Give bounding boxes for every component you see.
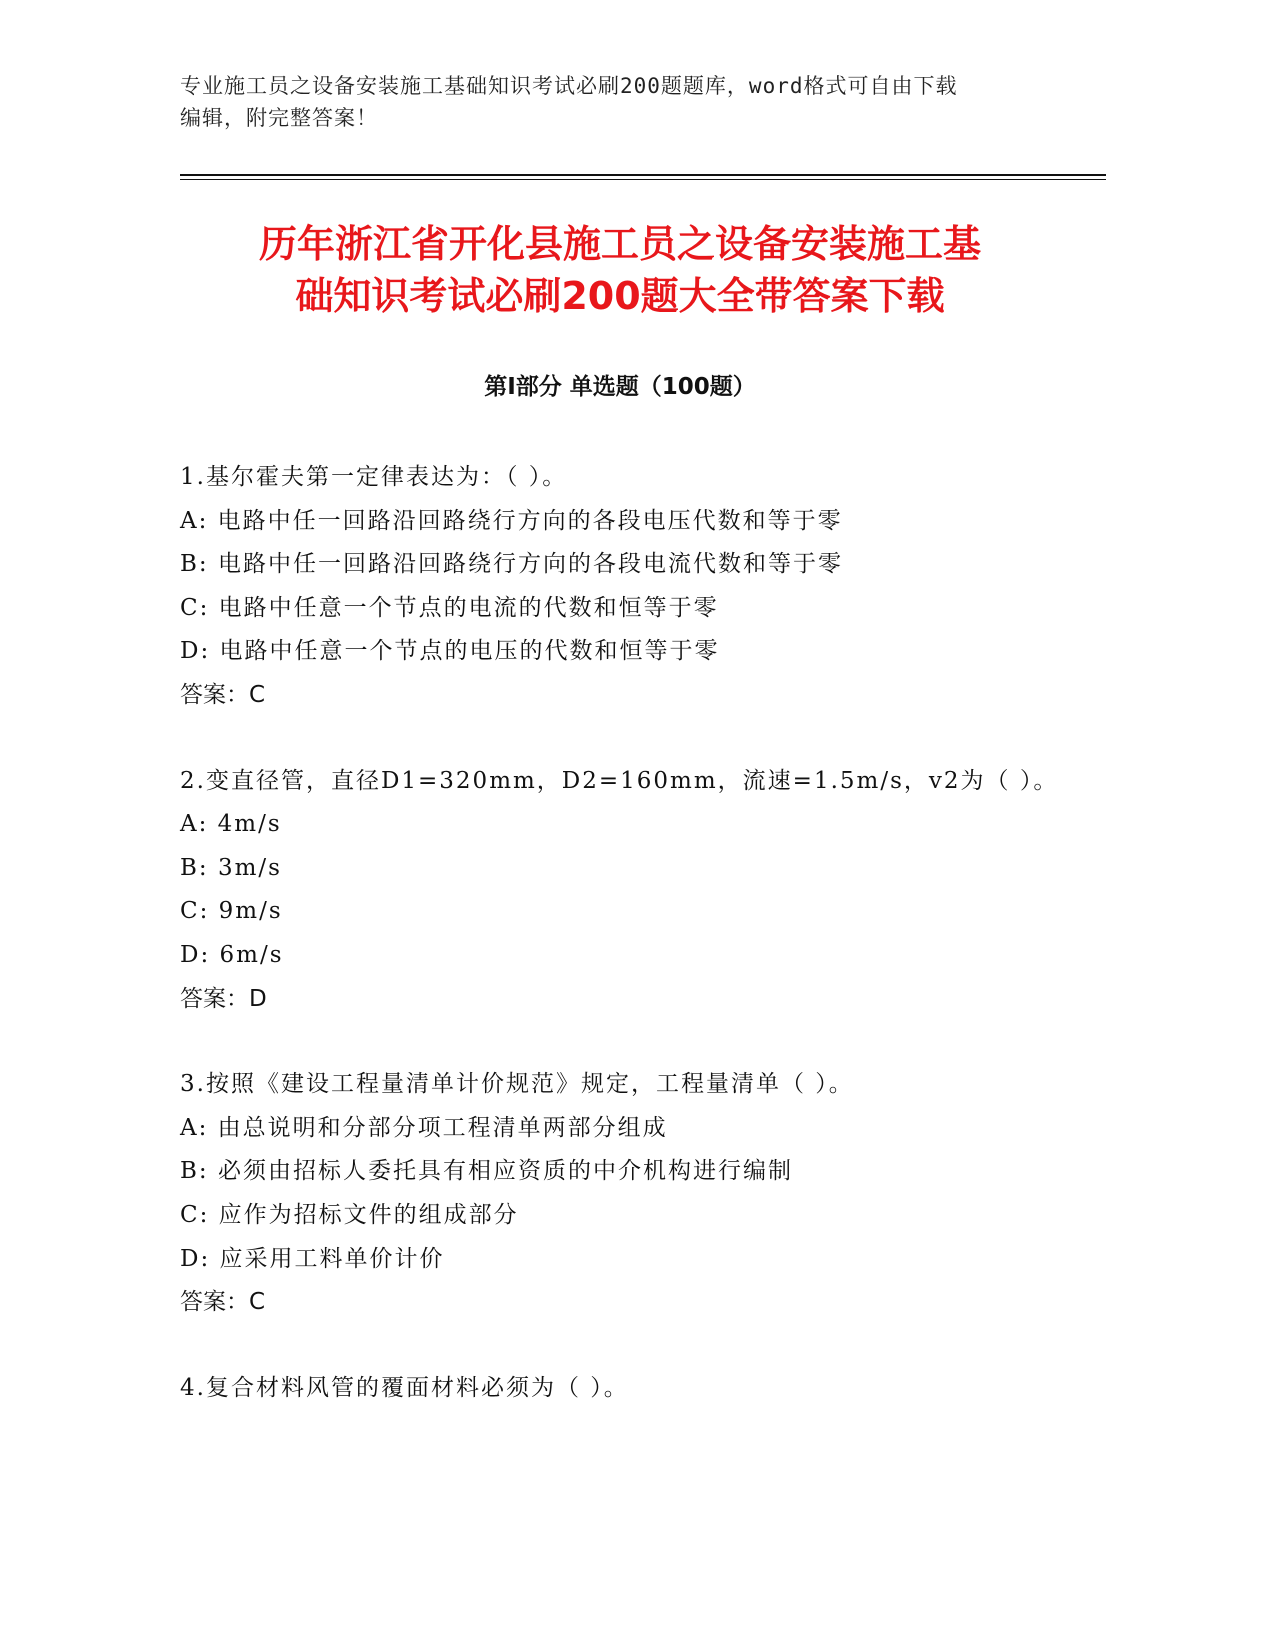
question-stem: 4.复合材料风管的覆面材料必须为（ ）。 bbox=[180, 1374, 629, 1401]
answer: 答案：C bbox=[180, 681, 266, 708]
document-title bbox=[160, 218, 1080, 322]
section-title: 第Ⅰ部分 单选题（100题） bbox=[484, 374, 756, 400]
document-header bbox=[180, 70, 1060, 134]
question-stem: 3.按照《建设工程量清单计价规范》规定，工程量清单（ ）。 bbox=[180, 1071, 854, 1098]
question-3 bbox=[180, 1063, 1080, 1325]
answer: 答案：D bbox=[180, 985, 267, 1012]
question-stem: 1.基尔霍夫第一定律表达为：（ ）。 bbox=[180, 464, 568, 490]
option-b: B: 3m/s bbox=[180, 854, 282, 881]
option-c: C: 应作为招标文件的组成部分 bbox=[180, 1201, 519, 1228]
option-a: A: 由总说明和分部分项工程清单两部分组成 bbox=[180, 1114, 668, 1141]
title-line-1: 历年浙江省开化县施工员之设备安装施工基 bbox=[258, 222, 981, 266]
header-line-2: 编辑，附完整答案！ bbox=[180, 106, 378, 130]
title-line-2: 础知识考试必刷200题大全带答案下载 bbox=[295, 274, 945, 318]
question-4 bbox=[180, 1367, 1080, 1411]
question-stem: 2.变直径管，直径D1=320mm，D2=160mm，流速=1.5m/s，v2为（ ）。 bbox=[180, 767, 1059, 794]
question-1 bbox=[180, 456, 1080, 718]
answer: 答案：C bbox=[180, 1289, 266, 1316]
option-c: C: 9m/s bbox=[180, 898, 283, 925]
option-c: C: 电路中任意一个节点的电流的代数和恒等于零 bbox=[180, 594, 719, 621]
header-divider-thin bbox=[180, 179, 1106, 180]
option-a: A: 电路中任一回路沿回路绕行方向的各段电压代数和等于零 bbox=[180, 507, 843, 534]
option-d: D: 6m/s bbox=[180, 941, 284, 968]
header-divider-thick bbox=[180, 174, 1106, 176]
question-list bbox=[180, 456, 1080, 1452]
option-b: B: 必须由招标人委托具有相应资质的中介机构进行编制 bbox=[180, 1158, 793, 1185]
option-a: A: 4m/s bbox=[180, 811, 282, 838]
header-line-1: 专业施工员之设备安装施工基础知识考试必刷200题题库，word格式可自由下载 bbox=[180, 74, 958, 98]
option-b: B: 电路中任一回路沿回路绕行方向的各段电流代数和等于零 bbox=[180, 551, 843, 578]
option-d: D: 应采用工料单价计价 bbox=[180, 1245, 445, 1272]
question-2 bbox=[180, 760, 1080, 1022]
option-d: D: 电路中任意一个节点的电压的代数和恒等于零 bbox=[180, 638, 720, 665]
